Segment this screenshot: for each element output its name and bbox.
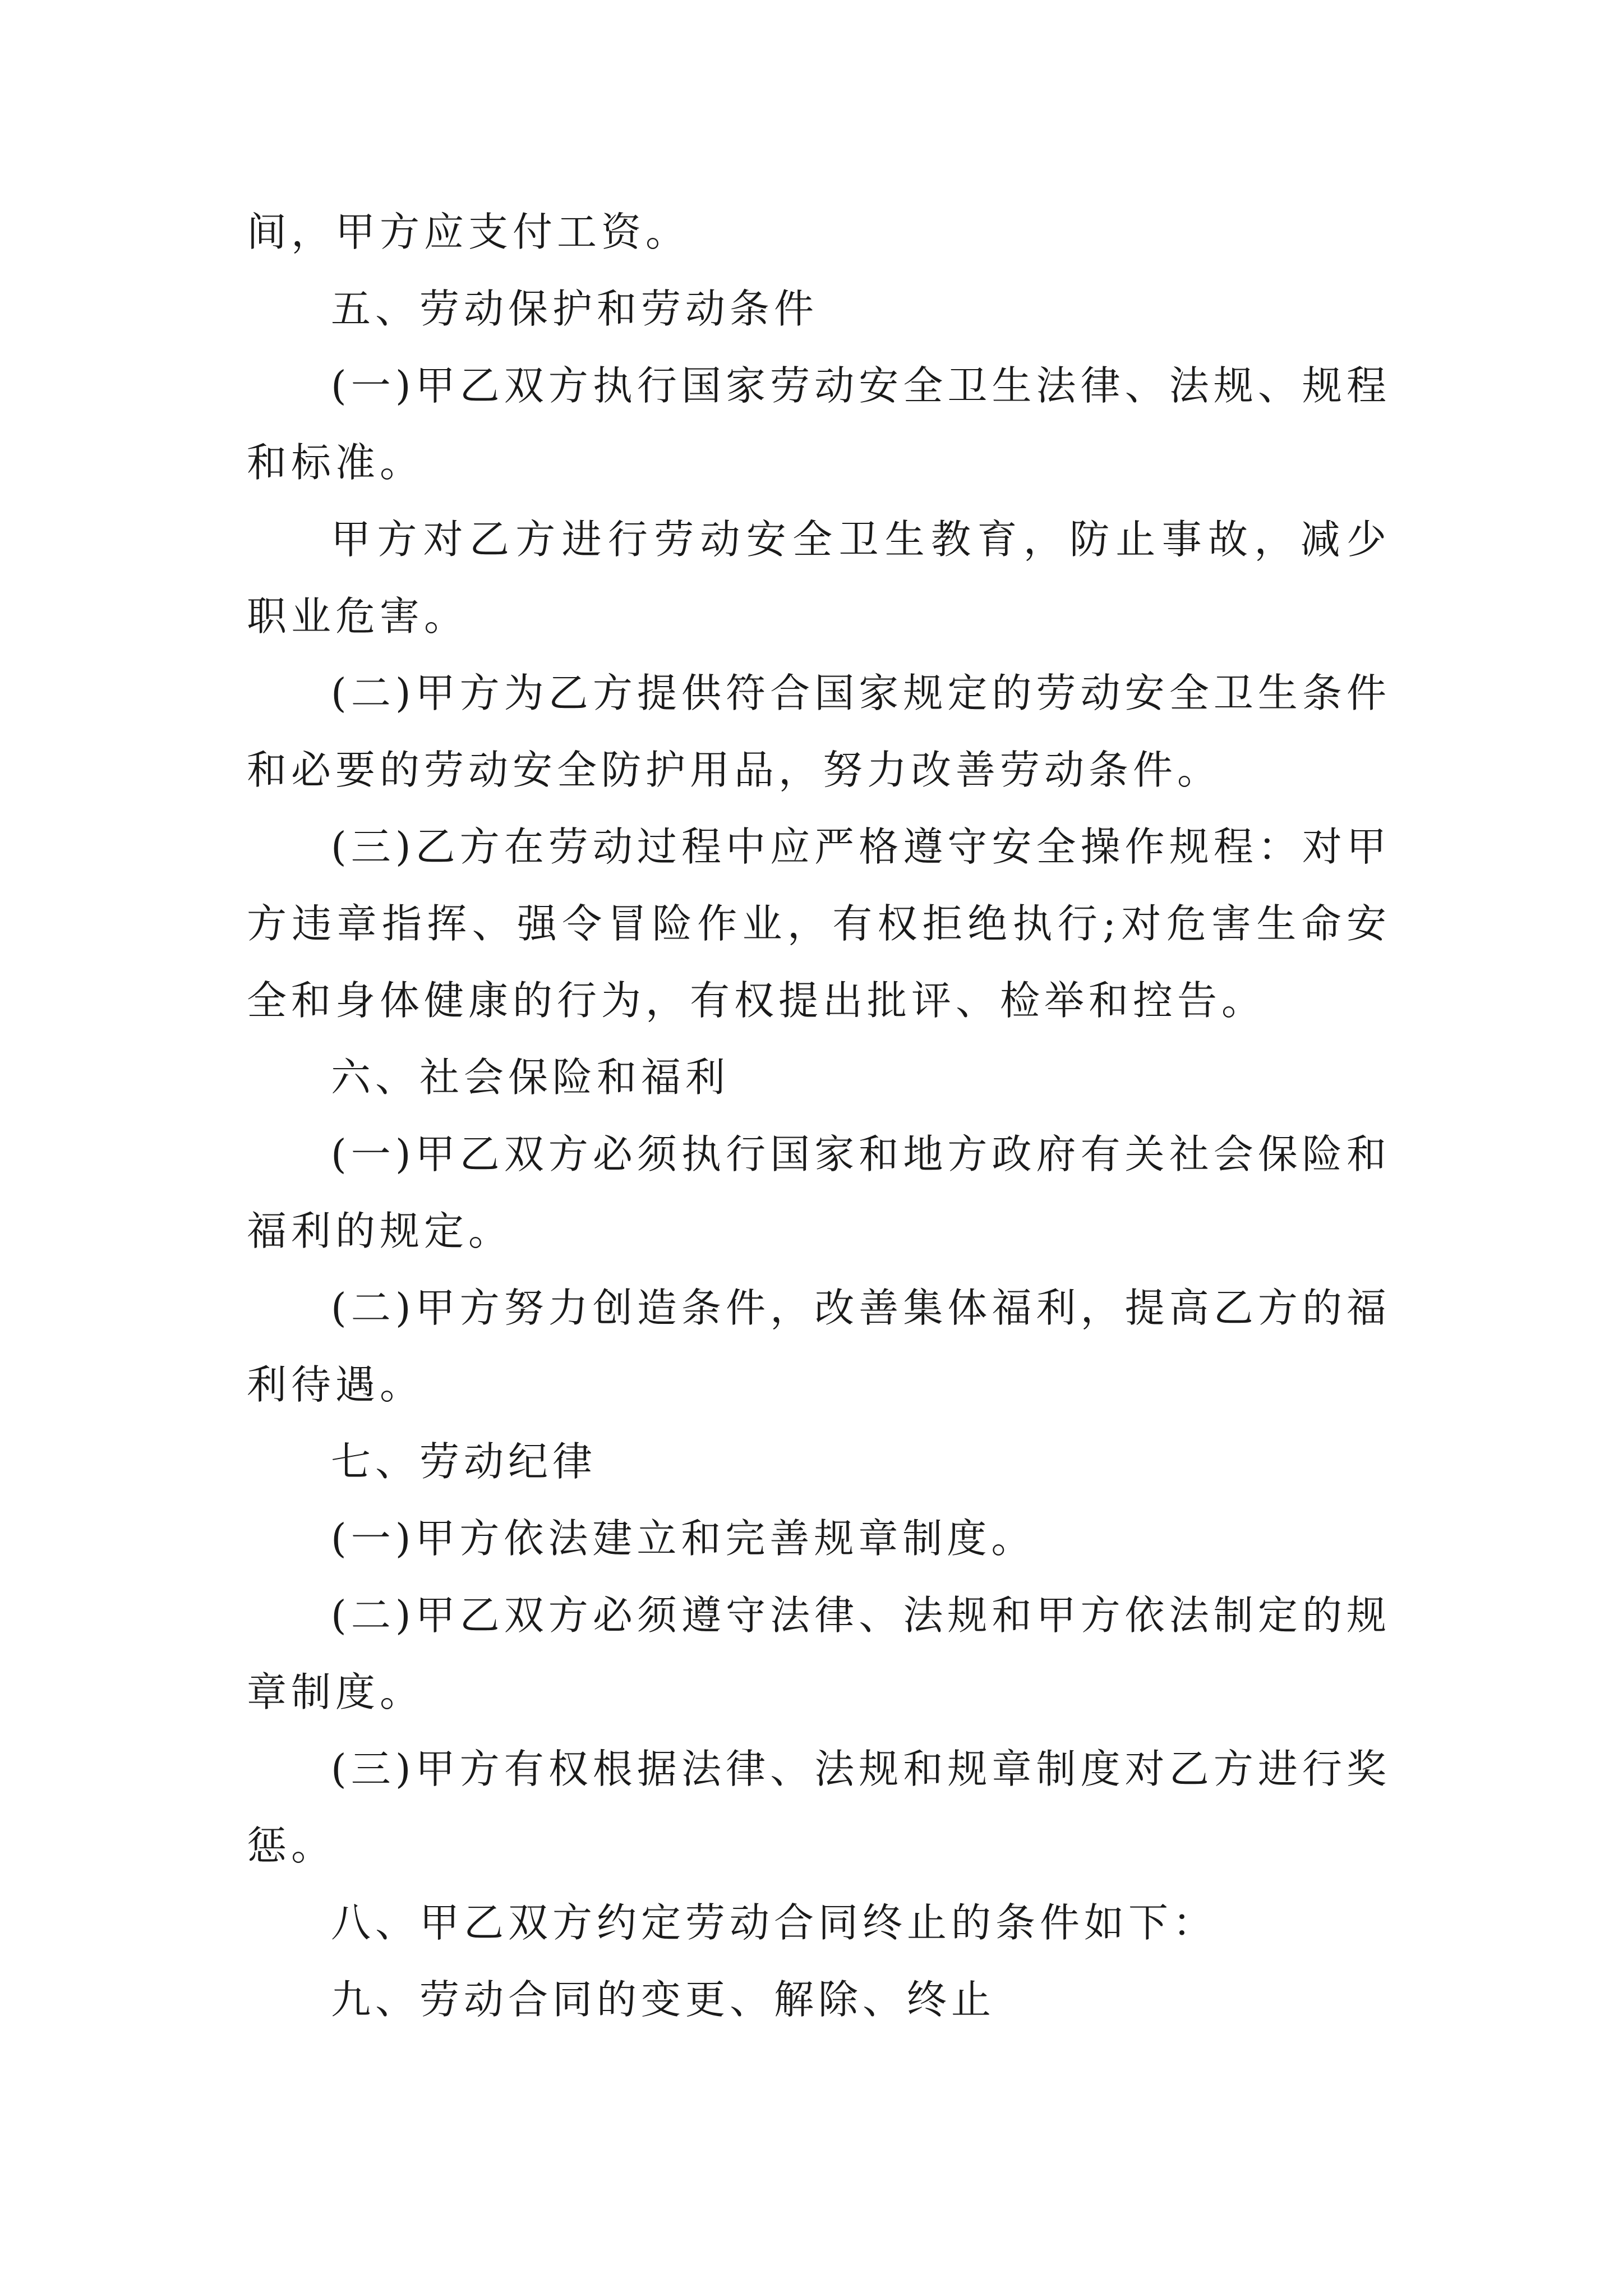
paragraph-5-2: (二)甲方为乙方提供符合国家规定的劳动安全卫生条件和必要的劳动安全防护用品，努力改善劳动条件。 — [247, 670, 1391, 793]
paragraph-6-2: (二)甲方努力创造条件，改善集体福利，提高乙方的福利待遇。 — [247, 1285, 1391, 1408]
document-body — [247, 194, 1391, 2038]
section-heading-6: 六、社会保险和福利 — [331, 1054, 730, 1101]
paragraph-continuation: 间，甲方应支付工资。 — [247, 209, 690, 255]
paragraph-5-1-b: 甲方对乙方进行劳动安全卫生教育，防止事故，减少职业危害。 — [247, 516, 1391, 639]
paragraph-7-1: (一)甲方依法建立和完善规章制度。 — [331, 1515, 1036, 1562]
section-heading-9: 九、劳动合同的变更、解除、终止 — [331, 1976, 996, 2023]
paragraph-5-3: (三)乙方在劳动过程中应严格遵守安全操作规程：对甲方违章指挥、强令冒险作业，有权拒绝执行;对危害生命安全和身体健康的行为，有权提出批评、检举和控告。 — [247, 823, 1391, 1024]
paragraph-5-1: (一)甲乙双方执行国家劳动安全卫生法律、法规、规程和标准。 — [247, 362, 1391, 486]
section-heading-5: 五、劳动保护和劳动条件 — [331, 286, 819, 332]
section-heading-7: 七、劳动纪律 — [331, 1438, 597, 1485]
paragraph-7-2: (二)甲乙双方必须遵守法律、法规和甲方依法制定的规章制度。 — [247, 1592, 1391, 1715]
section-heading-8: 八、甲乙双方约定劳动合同终止的条件如下： — [331, 1899, 1218, 1946]
paragraph-7-3: (三)甲方有权根据法律、法规和规章制度对乙方进行奖惩。 — [247, 1746, 1391, 1869]
paragraph-6-1: (一)甲乙双方必须执行国家和地方政府有关社会保险和福利的规定。 — [247, 1131, 1391, 1254]
